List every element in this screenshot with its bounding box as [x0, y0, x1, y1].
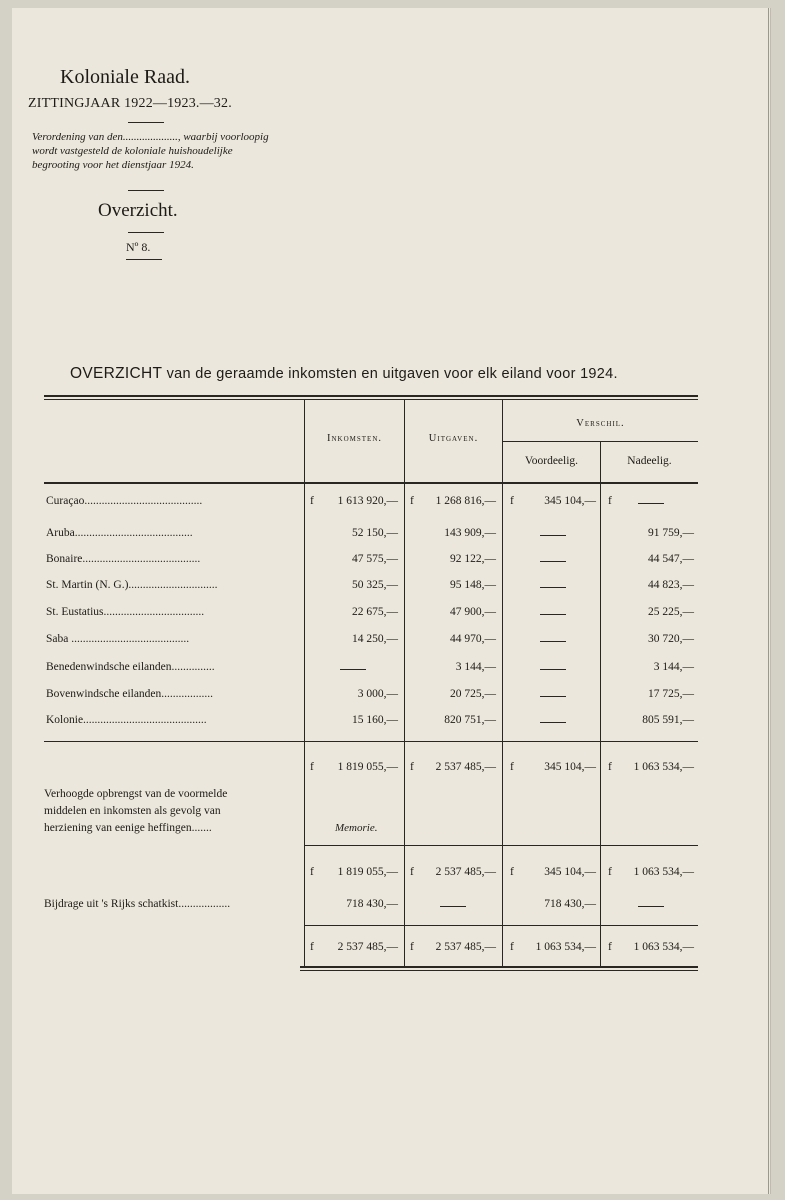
cell-nad: 1 063 534,—	[633, 761, 694, 773]
col-line	[600, 442, 601, 966]
currency-symbol: f	[608, 941, 612, 953]
currency-symbol: f	[510, 941, 514, 953]
col-line	[304, 400, 305, 966]
cell-ink: 1 819 055,—	[337, 866, 398, 878]
currency-symbol: f	[510, 495, 514, 507]
empty-dash	[440, 906, 466, 907]
verhoogde-line-3: herziening van eenige heffingen.......	[44, 822, 212, 834]
row-label: Curaçao.........................................	[46, 495, 203, 507]
cell-ink: 50 325,—	[352, 579, 398, 591]
table-title	[70, 365, 618, 383]
cell-nad: 3 144,—	[653, 661, 694, 673]
empty-dash	[540, 587, 566, 588]
empty-dash	[340, 669, 366, 670]
empty-dash	[540, 669, 566, 670]
currency-symbol: f	[410, 941, 414, 953]
currency-symbol: f	[510, 866, 514, 878]
verschil-rule	[502, 441, 698, 442]
empty-dash	[540, 614, 566, 615]
cell-ink: 718 430,—	[346, 898, 398, 910]
header-voordeelig: Voordeelig.	[524, 455, 579, 467]
currency-symbol: f	[410, 495, 414, 507]
row-label: Aruba.........................................	[46, 527, 193, 539]
currency-symbol: f	[310, 495, 314, 507]
empty-dash	[638, 906, 664, 907]
cell-voor: 718 430,—	[544, 898, 596, 910]
row-label: Benedenwindsche eilanden...............	[46, 661, 215, 673]
header-verschil: Verschil.	[576, 418, 625, 429]
cell-ink: 2 537 485,—	[337, 941, 398, 953]
ordinance-subtitle: Verordening van den...................., waarbij voorloopig wordt vastgesteld de koloniale huishoudelijke begrooting voor het dienstjaar 1924.	[32, 131, 269, 171]
cell-ink: 1 613 920,—	[337, 495, 398, 507]
currency-symbol: f	[608, 495, 612, 507]
cell-uit: 1 268 816,—	[435, 495, 496, 507]
header-uitgaven: Uitgaven.	[428, 433, 479, 444]
memorie-rule	[304, 845, 698, 846]
currency-symbol: f	[510, 761, 514, 773]
cell-ink: 14 250,—	[352, 633, 398, 645]
row-label: St. Eustatius...................................	[46, 606, 205, 618]
currency-symbol: f	[310, 941, 314, 953]
document-page	[12, 8, 770, 1194]
divider	[128, 232, 164, 233]
overzicht-heading: Overzicht.	[98, 200, 178, 221]
cell-nad: 805 591,—	[642, 714, 694, 726]
cell-uit: 143 909,—	[444, 527, 496, 539]
cell-nad: 44 823,—	[648, 579, 694, 591]
cell-uit: 95 148,—	[450, 579, 496, 591]
currency-symbol: f	[410, 866, 414, 878]
cell-uit: 92 122,—	[450, 553, 496, 565]
cell-uit: 44 970,—	[450, 633, 496, 645]
table-bottom-rule	[300, 966, 698, 968]
cell-uit: 47 900,—	[450, 606, 496, 618]
cell-ink: 3 000,—	[357, 688, 398, 700]
bijdrage-rule	[304, 925, 698, 926]
cell-nad: 1 063 534,—	[633, 866, 694, 878]
cell-voor: 345 104,—	[544, 761, 596, 773]
cell-uit: 2 537 485,—	[435, 866, 496, 878]
cell-nad: 1 063 534,—	[633, 941, 694, 953]
empty-dash	[540, 535, 566, 536]
empty-dash	[540, 641, 566, 642]
header-nadeelig: Nadeelig.	[627, 455, 672, 467]
cell-ink: 15 160,—	[352, 714, 398, 726]
cell-uit: 2 537 485,—	[435, 941, 496, 953]
currency-symbol: f	[608, 866, 612, 878]
currency-symbol: f	[310, 761, 314, 773]
divider	[128, 122, 164, 123]
cell-nad: 91 759,—	[648, 527, 694, 539]
col-line	[502, 400, 503, 966]
row-label: Kolonie...........................................	[46, 714, 207, 726]
table-title-first: OVERZICHT	[70, 365, 163, 382]
cell-nad: 44 547,—	[648, 553, 694, 565]
currency-symbol: f	[608, 761, 612, 773]
cell-uit: 820 751,—	[444, 714, 496, 726]
council-title: Koloniale Raad.	[60, 66, 190, 88]
memorie-note: Memorie.	[335, 822, 378, 834]
cell-voor: 345 104,—	[544, 495, 596, 507]
row-label: Saba .........................................	[46, 633, 190, 645]
cell-nad: 17 725,—	[648, 688, 694, 700]
bijdrage-label: Bijdrage uit 's Rijks schatkist..................	[44, 898, 231, 910]
row-label: Bovenwindsche eilanden..................	[46, 688, 214, 700]
cell-uit: 2 537 485,—	[435, 761, 496, 773]
currency-symbol: f	[310, 866, 314, 878]
cell-nad: 25 225,—	[648, 606, 694, 618]
col-line	[404, 400, 405, 966]
cell-ink: 47 575,—	[352, 553, 398, 565]
cell-voor: 1 063 534,—	[535, 941, 596, 953]
verhoogde-label	[44, 786, 304, 837]
row-label: St. Martin (N. G.)...............................	[46, 579, 218, 591]
verhoogde-line-1: Verhoogde opbrengst van de voormelde	[44, 788, 228, 800]
table-bottom-rule-thin	[300, 970, 698, 971]
verhoogde-line-2: middelen en inkomsten als gevolg van	[44, 805, 221, 817]
table-top-rule	[44, 395, 698, 397]
cell-ink: 1 819 055,—	[337, 761, 398, 773]
cell-ink: 22 675,—	[352, 606, 398, 618]
divider	[128, 190, 164, 191]
empty-dash	[540, 722, 566, 723]
cell-nad: 30 720,—	[648, 633, 694, 645]
empty-dash	[540, 561, 566, 562]
session-year: ZITTINGJAAR 1922—1923.—32.	[28, 96, 232, 111]
header-inkomsten: Inkomsten.	[326, 433, 382, 444]
empty-dash	[638, 503, 664, 504]
cell-uit: 20 725,—	[450, 688, 496, 700]
table-top-rule-thin	[44, 399, 698, 400]
cell-ink: 52 150,—	[352, 527, 398, 539]
row-label: Bonaire.........................................	[46, 553, 201, 565]
document-number: Nº 8.	[126, 240, 151, 254]
currency-symbol: f	[410, 761, 414, 773]
cell-voor: 345 104,—	[544, 866, 596, 878]
page-edge	[768, 8, 769, 1194]
table-title-rest: van de geraamde inkomsten en uitgaven voor elk eiland voor 1924.	[162, 366, 618, 382]
divider	[126, 259, 162, 260]
cell-uit: 3 144,—	[455, 661, 496, 673]
empty-dash	[540, 696, 566, 697]
